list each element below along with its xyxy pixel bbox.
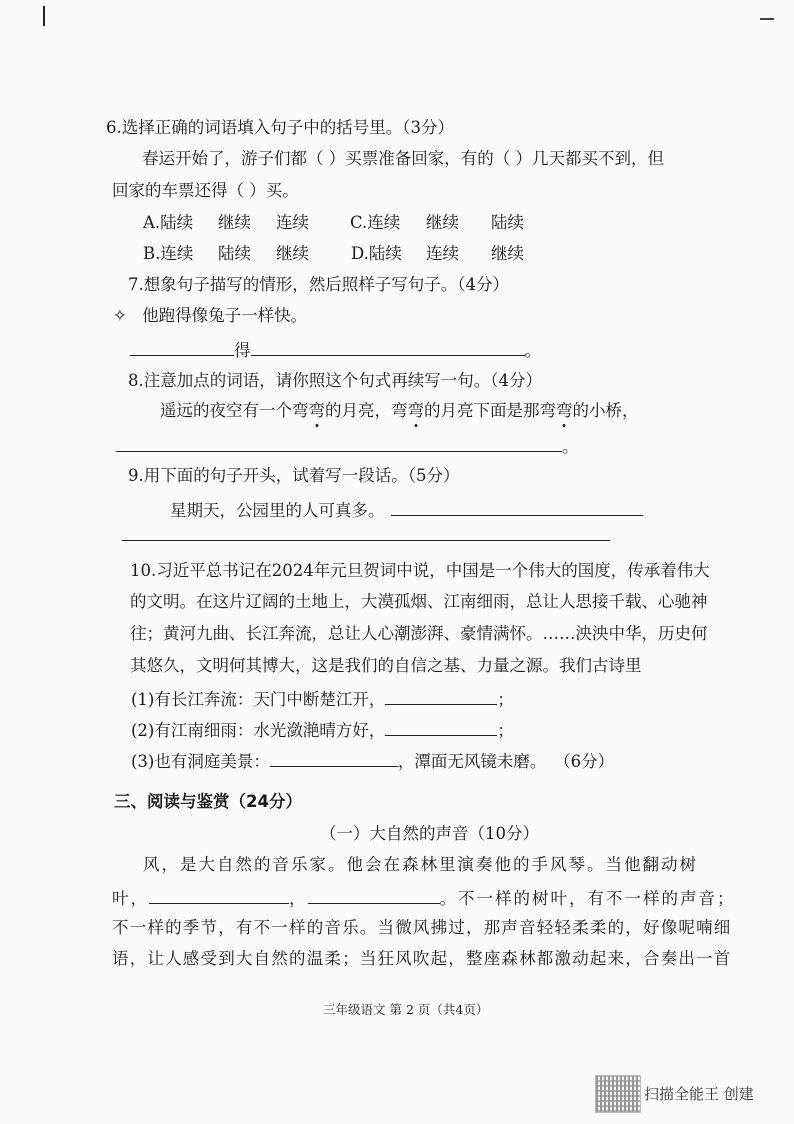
q8-dotted-2: 弯弯的: [391, 401, 441, 420]
q9-start: 星期天，公园里的人可真多。: [170, 501, 385, 520]
q8-answer-row: [116, 433, 579, 458]
page-footer: 三年级语文 第 2 页（共4页）: [323, 1002, 489, 1017]
q10-p2: [131, 717, 514, 742]
q7-title: 7.想象句子描写的情形，然后照样子写句子。（4分）: [128, 275, 509, 294]
q6-c-1: C.连续: [350, 213, 401, 232]
passage-l2-a: 叶，: [112, 889, 149, 908]
q10-line1: 10.习近平总书记在2024年元旦贺词中说，中国是一个伟大的国度，传承着伟大: [130, 561, 710, 580]
q8-blank[interactable]: [116, 433, 562, 452]
scan-mark-left: [43, 6, 45, 26]
q6-b-1: B.连续: [143, 244, 194, 263]
q6-option-a: [143, 212, 309, 234]
q10-line2: 的文明。在这片辽阔的土地上，大漠孤烟、江南细雨，总让人思接千载、心驰神: [130, 592, 708, 611]
q9-start-row: [170, 497, 643, 522]
passage-line2: [112, 885, 736, 910]
passage-line3: 不一样的季节，有不一样的音乐。当微风拂过，那声音轻轻柔柔的，好像呢喃细: [112, 918, 732, 937]
q6-d-2: 连续: [426, 244, 459, 263]
section3-title: 三、阅读与鉴赏（24分）: [114, 792, 302, 811]
q7-blank-1[interactable]: [130, 337, 234, 356]
scan-mark-right: [760, 18, 774, 20]
q6-c-2: 继续: [426, 213, 459, 232]
qr-code-icon: [595, 1075, 641, 1113]
q6-option-b: [143, 243, 309, 265]
q10-line4: 其悠久，文明何其博大，这是我们的自信之基、力量之源。我们古诗里: [130, 656, 642, 675]
passage-l2-b: ，: [289, 889, 308, 908]
q10-p1-blank[interactable]: [385, 686, 497, 705]
q6-line2: 回家的车票还得（ ）买。: [112, 181, 299, 200]
q10-p3: [131, 748, 614, 773]
q8-part: 遥远的夜空有一个: [160, 401, 292, 420]
q7-blank-2[interactable]: [251, 337, 525, 356]
q10-p1-text: (1)有长江奔流：天门中断楚江开，: [131, 690, 386, 709]
q6-b-3: 继续: [276, 244, 309, 263]
q6-option-d: [351, 243, 524, 265]
q8-dotted-3: 弯弯的: [539, 401, 589, 420]
passage-blank-2[interactable]: [308, 885, 440, 904]
q6-a-1: A.陆续: [143, 213, 194, 232]
q6-a-2: 继续: [218, 213, 251, 232]
q9-blank-2[interactable]: [122, 540, 610, 541]
q10-p3-blank[interactable]: [270, 748, 398, 767]
q6-c-3: 陆续: [491, 213, 524, 232]
q10-p2-blank[interactable]: [385, 717, 497, 736]
q6-d-3: 继续: [491, 244, 524, 263]
q10-p1-end: ；: [497, 690, 514, 709]
q7-end: 。: [524, 341, 541, 360]
q9-blank-1[interactable]: [391, 497, 643, 516]
q6-b-2: 陆续: [218, 244, 251, 263]
q8-title: 8.注意加点的词语，请你照这个句式再续写一句。（4分）: [128, 371, 542, 390]
q9-title: 9.用下面的句子开头，试着写一段话。（5分）: [128, 466, 460, 485]
passage-l2-c: 。不一样的树叶，有不一样的声音；: [439, 889, 736, 908]
q10-p3-end: ，潭面无风镜未磨。: [397, 752, 547, 771]
q10-p2-text: (2)有江南细雨：水光潋滟晴方好，: [131, 721, 386, 740]
q8-part: 月亮下面是那: [440, 401, 540, 420]
q8-part: 小桥，: [589, 401, 639, 420]
q7-de: 得: [234, 341, 251, 360]
q8-dotted-1: 弯弯的: [292, 401, 342, 420]
q8-end: 。: [562, 437, 579, 456]
q10-score: （6分）: [562, 752, 615, 771]
q10-p2-end: ；: [497, 721, 514, 740]
passage-line1: 风，是大自然的音乐家。他会在森林里演奏他的手风琴。当他翻动树: [143, 855, 698, 874]
q8-part: 月亮，: [341, 401, 391, 420]
q7-example: 他跑得像兔子一样快。: [142, 306, 308, 325]
q6-title: 6.选择正确的词语填入句子中的括号里。（3分）: [106, 118, 454, 137]
q7-answer-row: [130, 337, 541, 362]
q6-d-1: D.陆续: [351, 244, 402, 263]
q6-option-c: [350, 212, 524, 234]
scanner-watermark: 扫描全能王 创建: [644, 1085, 754, 1103]
passage-title: （一）大自然的声音（10分）: [320, 824, 539, 843]
q10-p3-text: (3)也有洞庭美景：: [131, 752, 270, 771]
passage-line4: 语，让人感受到大自然的温柔；当狂风吹起，整座森林都激动起来，合奏出一首: [112, 949, 732, 968]
q10-line3: 往；黄河九曲、长江奔流，总让人心潮澎湃、豪情满怀。……泱泱中华，历史何: [130, 624, 708, 643]
q10-p1: [131, 686, 514, 711]
sparkle-icon: ✧: [113, 306, 127, 325]
passage-blank-1[interactable]: [149, 885, 289, 904]
q6-line1: 春运开始了，游子们都（ ）买票准备回家，有的（ ）几天都买不到，但: [142, 149, 664, 168]
q7-example-row: [113, 305, 307, 327]
q8-sentence: [160, 400, 639, 422]
q6-a-3: 连续: [276, 213, 309, 232]
